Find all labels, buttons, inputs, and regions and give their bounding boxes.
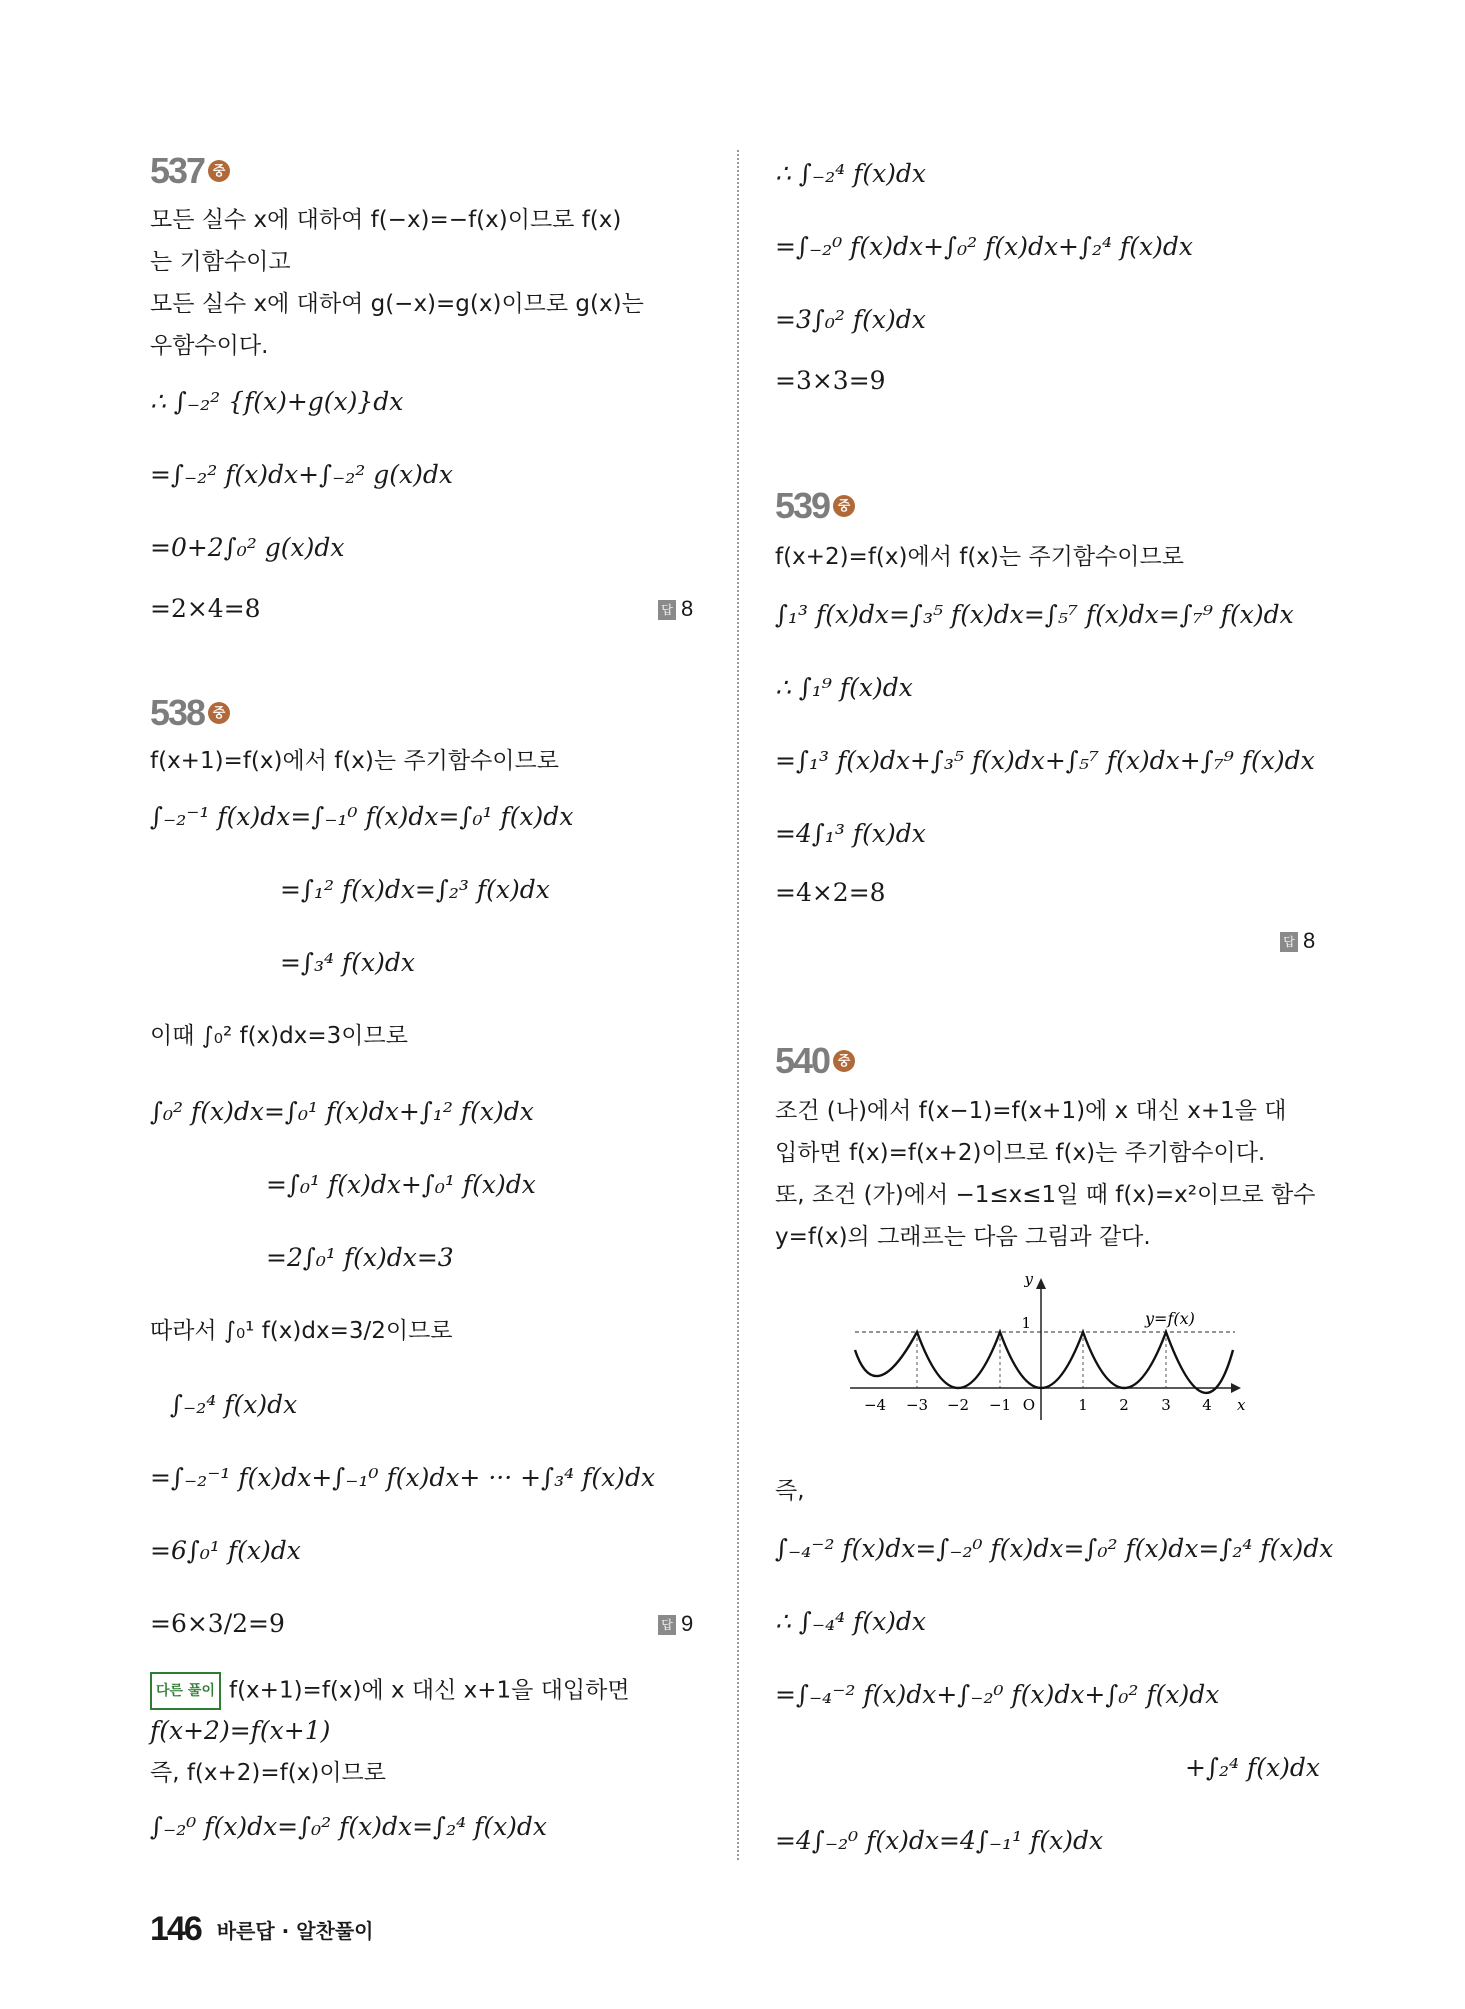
origin-label: O — [1022, 1396, 1035, 1414]
x-tick-label: 4 — [1202, 1396, 1212, 1414]
math-line: ∫₋₂⁴ f(x)dx — [170, 1390, 298, 1419]
math-line: ∴ ∫₋₄⁴ f(x)dx — [775, 1607, 927, 1636]
alt-solution-line — [150, 1672, 630, 1710]
math-line: =0+2∫₀² g(x)dx — [150, 533, 345, 562]
curve-label: y=f(x) — [1145, 1309, 1195, 1328]
level-badge: 중 — [833, 495, 855, 517]
math-line: =∫₁³ f(x)dx+∫₃⁵ f(x)dx+∫₅⁷ f(x)dx+∫₇⁹ f(x)dx — [775, 746, 1315, 775]
math-line: =∫₋₄⁻² f(x)dx+∫₋₂⁰ f(x)dx+∫₀² f(x)dx — [775, 1680, 1220, 1709]
level-badge: 중 — [833, 1050, 855, 1072]
text-line: 이때 ∫₀² f(x)dx=3이므로 — [150, 1023, 408, 1049]
alt-solution-badge: 다른 풀이 — [150, 1672, 221, 1710]
math-line: =4∫₁³ f(x)dx — [775, 819, 926, 848]
text-line: f(x+2)=f(x)에서 f(x)는 주기함수이므로 — [775, 544, 1184, 570]
text-line: f(x+1)=f(x)에서 f(x)는 주기함수이므로 — [150, 748, 559, 774]
answer-value: 8 — [1303, 928, 1316, 953]
math-line: =∫₋₂⁻¹ f(x)dx+∫₋₁⁰ f(x)dx+ ··· +∫₃⁴ f(x)dx — [150, 1463, 656, 1492]
x-tick-label: −1 — [988, 1396, 1012, 1414]
x-tick-label: 2 — [1119, 1396, 1129, 1414]
math-line: =∫₁² f(x)dx=∫₂³ f(x)dx — [280, 875, 550, 904]
x-tick-label: 3 — [1161, 1396, 1171, 1414]
x-tick-label: −2 — [946, 1396, 970, 1414]
math-line: f(x+2)=f(x+1) — [150, 1716, 331, 1745]
page-number: 146 — [150, 1910, 201, 1948]
math-line: =6×3/2=9 — [150, 1609, 285, 1638]
periodic-function-graph — [845, 1270, 1245, 1430]
level-label: 1 — [1021, 1314, 1031, 1332]
math-line: =2∫₀¹ f(x)dx=3 — [266, 1243, 454, 1272]
math-line: =3×3=9 — [775, 366, 886, 395]
problem-number: 537 — [150, 150, 205, 191]
answer-icon: 답 — [658, 1615, 676, 1635]
x-axis-arrow — [1231, 1383, 1241, 1393]
level-badge: 중 — [208, 160, 230, 182]
math-line: =∫₀¹ f(x)dx+∫₀¹ f(x)dx — [266, 1170, 536, 1199]
answer-value: 8 — [681, 596, 694, 621]
problem-540 — [775, 1040, 1335, 1082]
page-footer — [150, 1910, 374, 1949]
y-axis-label: y — [1024, 1270, 1033, 1288]
math-line: =∫₋₂⁰ f(x)dx+∫₀² f(x)dx+∫₂⁴ f(x)dx — [775, 232, 1193, 261]
math-line: ∴ ∫₁⁹ f(x)dx — [775, 673, 913, 702]
x-tick-label: −3 — [905, 1396, 929, 1414]
text-line: 또, 조건 (가)에서 −1≤x≤1일 때 f(x)=x²이므로 함수 — [775, 1182, 1316, 1208]
answer-icon: 답 — [658, 600, 676, 620]
text-line: 입하면 f(x)=f(x+2)이므로 f(x)는 주기함수이다. — [775, 1140, 1266, 1166]
alt-solution-text: f(x+1)=f(x)에 x 대신 x+1을 대입하면 — [228, 1677, 630, 1704]
text-line: 따라서 ∫₀¹ f(x)dx=3/2이므로 — [150, 1318, 453, 1344]
answer-icon: 답 — [1280, 932, 1298, 952]
text-line: 는 기함수이고 — [150, 249, 291, 275]
text-line: 즉, f(x+2)=f(x)이므로 — [150, 1760, 386, 1786]
text-line: 조건 (나)에서 f(x−1)=f(x+1)에 x 대신 x+1을 대 — [775, 1098, 1287, 1124]
math-line: +∫₂⁴ f(x)dx — [1185, 1753, 1320, 1782]
math-line: ∫₋₄⁻² f(x)dx=∫₋₂⁰ f(x)dx=∫₀² f(x)dx=∫₂⁴ f(x)dx — [775, 1534, 1334, 1563]
text-line: 우함수이다. — [150, 333, 269, 359]
answer-538 — [658, 1611, 693, 1637]
problem-number: 539 — [775, 485, 830, 526]
math-line: ∫₋₂⁻¹ f(x)dx=∫₋₁⁰ f(x)dx=∫₀¹ f(x)dx — [150, 802, 574, 831]
math-line: =4∫₋₂⁰ f(x)dx=4∫₋₁¹ f(x)dx — [775, 1826, 1104, 1855]
problem-number: 538 — [150, 692, 205, 733]
x-axis-label: x — [1237, 1396, 1245, 1414]
column-divider — [737, 150, 739, 1860]
math-line: ∫₁³ f(x)dx=∫₃⁵ f(x)dx=∫₅⁷ f(x)dx=∫₇⁹ f(x)dx — [775, 600, 1294, 629]
text-line: 모든 실수 x에 대하여 f(−x)=−f(x)이므로 f(x) — [150, 207, 622, 233]
x-tick-label: 1 — [1078, 1396, 1088, 1414]
problem-number: 540 — [775, 1040, 830, 1081]
math-line: =∫₋₂² f(x)dx+∫₋₂² g(x)dx — [150, 460, 453, 489]
y-axis-arrow — [1036, 1278, 1046, 1289]
text-line: 즉, — [775, 1478, 805, 1504]
function-curve — [855, 1332, 1233, 1393]
math-line: =4×2=8 — [775, 878, 886, 907]
level-badge: 중 — [208, 702, 230, 724]
book-title: 바른답 · 알찬풀이 — [216, 1919, 374, 1943]
math-line: =3∫₀² f(x)dx — [775, 305, 926, 334]
math-line: ∴ ∫₋₂⁴ f(x)dx — [775, 159, 927, 188]
math-line: =2×4=8 — [150, 594, 261, 623]
answer-value: 9 — [681, 1611, 694, 1636]
x-tick-label: −4 — [863, 1396, 887, 1414]
text-line: y=f(x)의 그래프는 다음 그림과 같다. — [775, 1224, 1151, 1250]
problem-538 — [150, 692, 720, 734]
problem-537 — [150, 150, 720, 192]
math-line: ∫₋₂⁰ f(x)dx=∫₀² f(x)dx=∫₂⁴ f(x)dx — [150, 1812, 548, 1841]
problem-539 — [775, 485, 1335, 527]
text-line: 모든 실수 x에 대하여 g(−x)=g(x)이므로 g(x)는 — [150, 291, 644, 317]
math-line: =6∫₀¹ f(x)dx — [150, 1536, 301, 1565]
answer-537 — [658, 596, 693, 622]
math-line: ∫₀² f(x)dx=∫₀¹ f(x)dx+∫₁² f(x)dx — [150, 1097, 534, 1126]
math-line: =∫₃⁴ f(x)dx — [280, 948, 415, 977]
answer-539 — [1280, 928, 1315, 954]
math-line: ∴ ∫₋₂² {f(x)+g(x)}dx — [150, 387, 404, 416]
